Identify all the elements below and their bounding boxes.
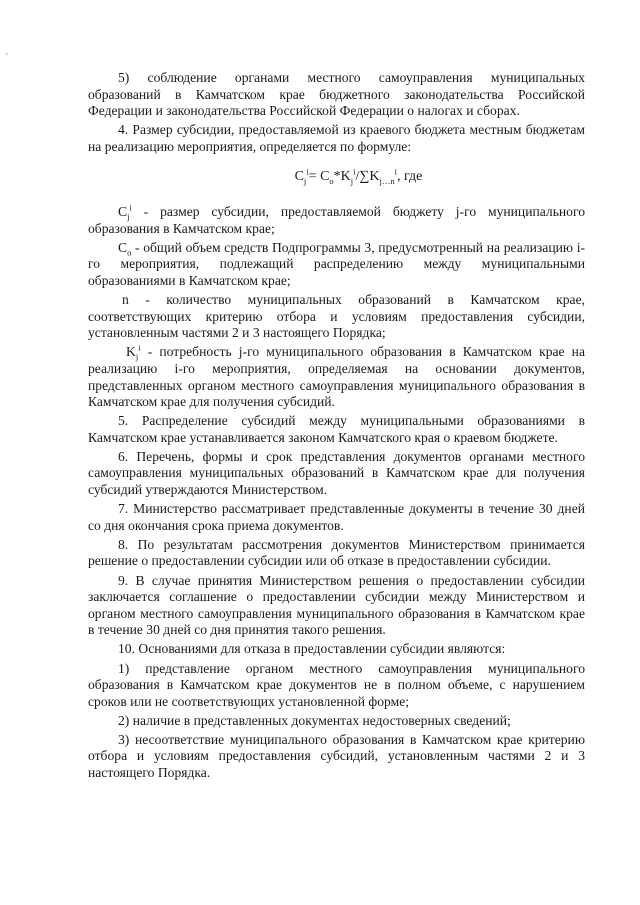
paragraph-5: 5. Распределение субсидий между муниципальными образованиями в Камчатском крае устанавливается законом Камчатского края о краевом бюджете. [88,413,585,445]
cj-sup: i [129,202,132,213]
kj-sub: j [135,352,139,363]
formula-c: C [294,169,304,185]
co-text: - общий объем средств Подпрограммы 3, предусмотренный на реализацию i-го мероприятия, подлежащий распределению между муниципальными образованиями в Камчатском крае; [88,239,585,288]
formula-star-k: *K [333,169,351,185]
definition-kj [88,344,585,410]
kj-sup: i [138,342,141,353]
formula-tail: , где [397,169,423,185]
formula-c-sub: j [303,176,307,187]
paragraph-8: 8. По результатам рассмотрения документов Министерством принимается решение о предоставлении субсидии или об отказе в предоставлении субсидии. [88,536,585,569]
cj-text: - размер субсидии, предоставляемой бюджету j-го муниципального образования в Камчатском крае; [88,204,585,236]
paragraph-10-3: 3) несоответствие муниципального образования в Камчатском крае критерию отбора и условиям предоставления субсидий, установленным частями 2 и 3 настоящего Порядка. [88,731,585,781]
subsidy-formula [132,166,585,187]
formula-eq: = C [308,169,330,185]
definition-n: n - количество муниципальных образований в Камчатском крае, соответствующих критерию отбора и условиям предоставления субсидии, установленным частями 2 и 3 настоящего Порядка; [88,292,585,341]
formula-o-sub: o [329,176,334,187]
co-symbol: C [118,239,128,255]
paragraph-9: 9. В случае принятия Министерством решения о предоставлении субсидии заключается соглашение о предоставлении субсидии между Министерством и органом местного самоуправления муниципального образования в Камчатском крае в течение 30 дней со дня принятия такого решения. [88,572,585,638]
paragraph-6: 6. Перечень, формы и срок представления документов органами местного самоуправления муниципальных образований в Камчатском крае для получения субсидий утверждаются Министерством. [88,448,585,498]
definition-cj [88,204,585,237]
formula-sum-sup: i [394,166,398,177]
co-sub: o [127,247,132,258]
kj-symbol: K [126,344,136,360]
formula-k-sup: i [353,166,356,177]
formula-sum-sub: j…n [379,176,395,187]
paragraph-4: 4. Размер субсидии, предоставляемой из краевого бюджета местным бюджетам на реализацию мероприятия, определяется по формуле: [88,122,585,154]
scan-edge-mark: ' [6,52,8,63]
paragraph-item-5: 5) соблюдение органами местного самоуправления муниципальных образований в Камчатском крае бюджетного законодательства Российской Федерации и законодательства Российской Федерации о налогах и сборах. [88,70,585,119]
formula-k-sub: j [350,176,354,187]
cj-symbol: C [118,204,128,220]
paragraph-10-2: 2) наличие в представленных документах недостоверных сведений; [118,712,511,728]
paragraph-7: 7. Министерство рассматривает представленные документы в течение 30 дней со дня окончания срока приема документов. [88,501,585,533]
cj-sub: j [127,211,130,222]
paragraph-10-1: 1) представление органом местного самоуправления муниципального образования в Камчатском крае документов не в полном объеме, с нарушением сроков или не соответствующих установленной форме; [88,660,585,709]
paragraph-10: 10. Основаниями для отказа в предоставлении субсидии являются: [118,641,506,657]
formula-c-sup: i [306,166,309,177]
kj-text: - потребность j-го муниципального образования в Камчатском крае на реализацию i-го мероприятия, определяемая на основании документов, представленных органом местного самоуправления муниципального образования в Камчатском крае для получения субсидий. [88,344,585,410]
formula-sum: /∑K [355,169,380,185]
definition-co [88,240,585,290]
document-body [88,70,585,784]
